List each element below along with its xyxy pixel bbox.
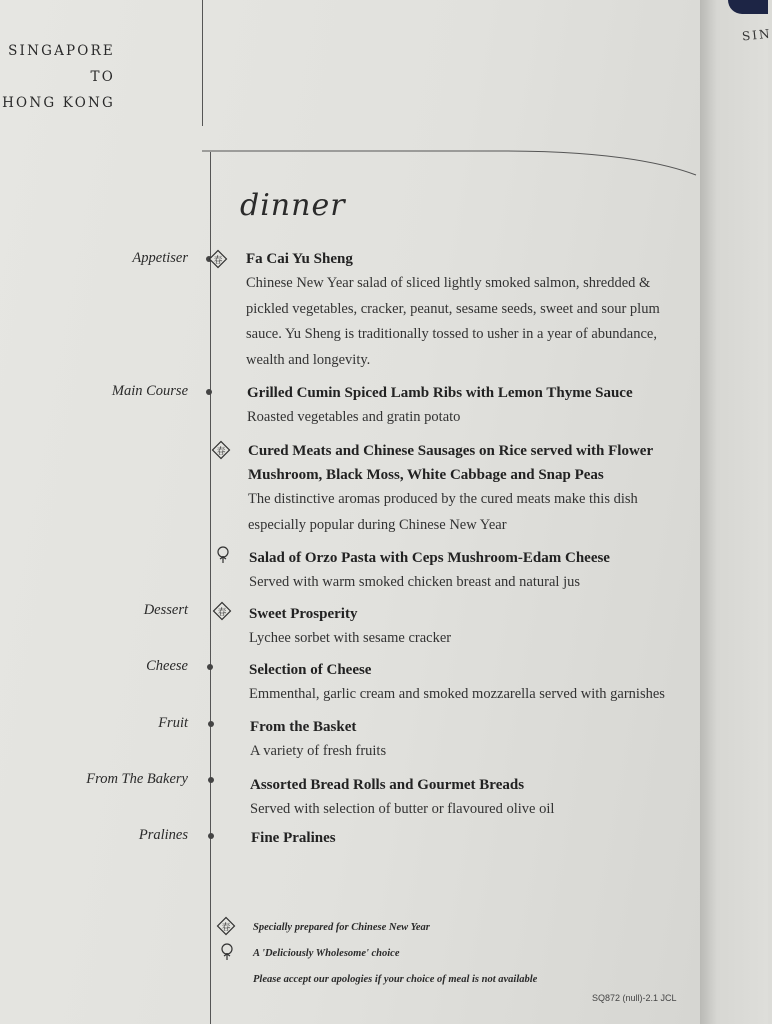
legend-wholesome: A 'Deliciously Wholesome' choice bbox=[253, 948, 400, 959]
svg-text:春: 春 bbox=[221, 923, 231, 933]
menu-item-fruit bbox=[250, 715, 680, 765]
next-page-edge bbox=[700, 0, 772, 1024]
dish-name: From the Basket bbox=[250, 719, 357, 735]
route-destination: HONG KONG bbox=[2, 95, 115, 111]
menu-item-orzo-salad bbox=[249, 546, 679, 596]
dish-name: Assorted Bread Rolls and Gourmet Breads bbox=[250, 777, 525, 793]
timeline-dot bbox=[208, 721, 214, 727]
legend-cny: Specially prepared for Chinese New Year bbox=[253, 922, 430, 933]
cny-icon bbox=[216, 916, 236, 936]
category-pralines: Pralines bbox=[138, 827, 188, 843]
timeline-line bbox=[210, 152, 211, 1024]
dish-description: Roasted vegetables and gratin potato bbox=[247, 409, 461, 425]
dish-description: The distinctive aromas produced by the cured meats make this dish especially popular during Chinese New Year bbox=[248, 491, 638, 533]
cny-icon bbox=[211, 440, 231, 460]
dish-description: A variety of fresh fruits bbox=[250, 743, 387, 759]
divider-line bbox=[202, 0, 203, 126]
category-fruit: Fruit bbox=[158, 715, 188, 731]
route-title bbox=[0, 38, 115, 116]
cny-icon bbox=[208, 249, 228, 269]
dish-description: Served with selection of butter or flavoured olive oil bbox=[250, 801, 555, 817]
page-corner-decoration bbox=[728, 0, 768, 14]
timeline-dot bbox=[207, 664, 213, 670]
menu-item-sweet-prosperity bbox=[249, 602, 679, 652]
svg-text:春: 春 bbox=[217, 608, 227, 618]
menu-item-lamb-ribs bbox=[247, 381, 677, 431]
menu-item-cured-meats bbox=[248, 439, 678, 538]
category-bakery: From The Bakery bbox=[86, 771, 188, 787]
dish-description: Served with warm smoked chicken breast and natural jus bbox=[249, 574, 580, 590]
menu-item-pralines bbox=[251, 826, 681, 850]
dish-name: Fine Pralines bbox=[251, 830, 336, 846]
dish-description: Emmenthal, garlic cream and smoked mozzarella served with garnishes bbox=[249, 686, 665, 702]
menu-item-fa-cai-yu-sheng bbox=[246, 247, 676, 373]
dish-name: Fa Cai Yu Sheng bbox=[246, 251, 353, 267]
route-origin: SINGAPORE TO bbox=[8, 43, 115, 85]
category-appetiser: Appetiser bbox=[132, 250, 188, 266]
dish-description: Lychee sorbet with sesame cracker bbox=[249, 630, 452, 646]
category-main-course: Main Course bbox=[111, 383, 188, 399]
wholesome-icon bbox=[213, 545, 233, 565]
dish-description: Chinese New Year salad of sliced lightly smoked salmon, shredded & pickled vegetables, cracker, peanut, sesame seeds, sweet and sour plum sauce. Yu Sheng is traditionally tossed to usher in a year of abundance, wealth and longevity. bbox=[246, 275, 660, 368]
svg-text:春: 春 bbox=[216, 447, 226, 457]
cny-icon bbox=[212, 601, 232, 621]
timeline-dot bbox=[208, 777, 214, 783]
timeline-dot bbox=[206, 389, 212, 395]
dish-name: Sweet Prosperity bbox=[249, 606, 358, 622]
apology-note: Please accept our apologies if your choice of meal is not available bbox=[253, 974, 538, 985]
category-cheese: Cheese bbox=[146, 658, 188, 674]
meal-heading: dinner bbox=[240, 188, 346, 223]
dish-name: Grilled Cumin Spiced Lamb Ribs with Lemon Thyme Sauce bbox=[247, 385, 633, 401]
border-curve bbox=[202, 145, 702, 185]
dish-name: Selection of Cheese bbox=[249, 662, 372, 678]
next-page-route: SIN bbox=[741, 26, 772, 44]
dish-name: Salad of Orzo Pasta with Ceps Mushroom-Edam Cheese bbox=[249, 550, 610, 566]
timeline-dot bbox=[208, 833, 214, 839]
wholesome-icon bbox=[217, 942, 237, 962]
category-dessert: Dessert bbox=[143, 602, 188, 618]
menu-item-cheese bbox=[249, 658, 694, 708]
menu-item-bread bbox=[250, 773, 680, 823]
dish-name: Cured Meats and Chinese Sausages on Rice served with Flower Mushroom, Black Moss, White Cabbage and Snap Peas bbox=[248, 443, 653, 483]
svg-text:春: 春 bbox=[213, 256, 223, 266]
menu-code: SQ872 (null)-2.1 JCL bbox=[592, 993, 677, 1003]
